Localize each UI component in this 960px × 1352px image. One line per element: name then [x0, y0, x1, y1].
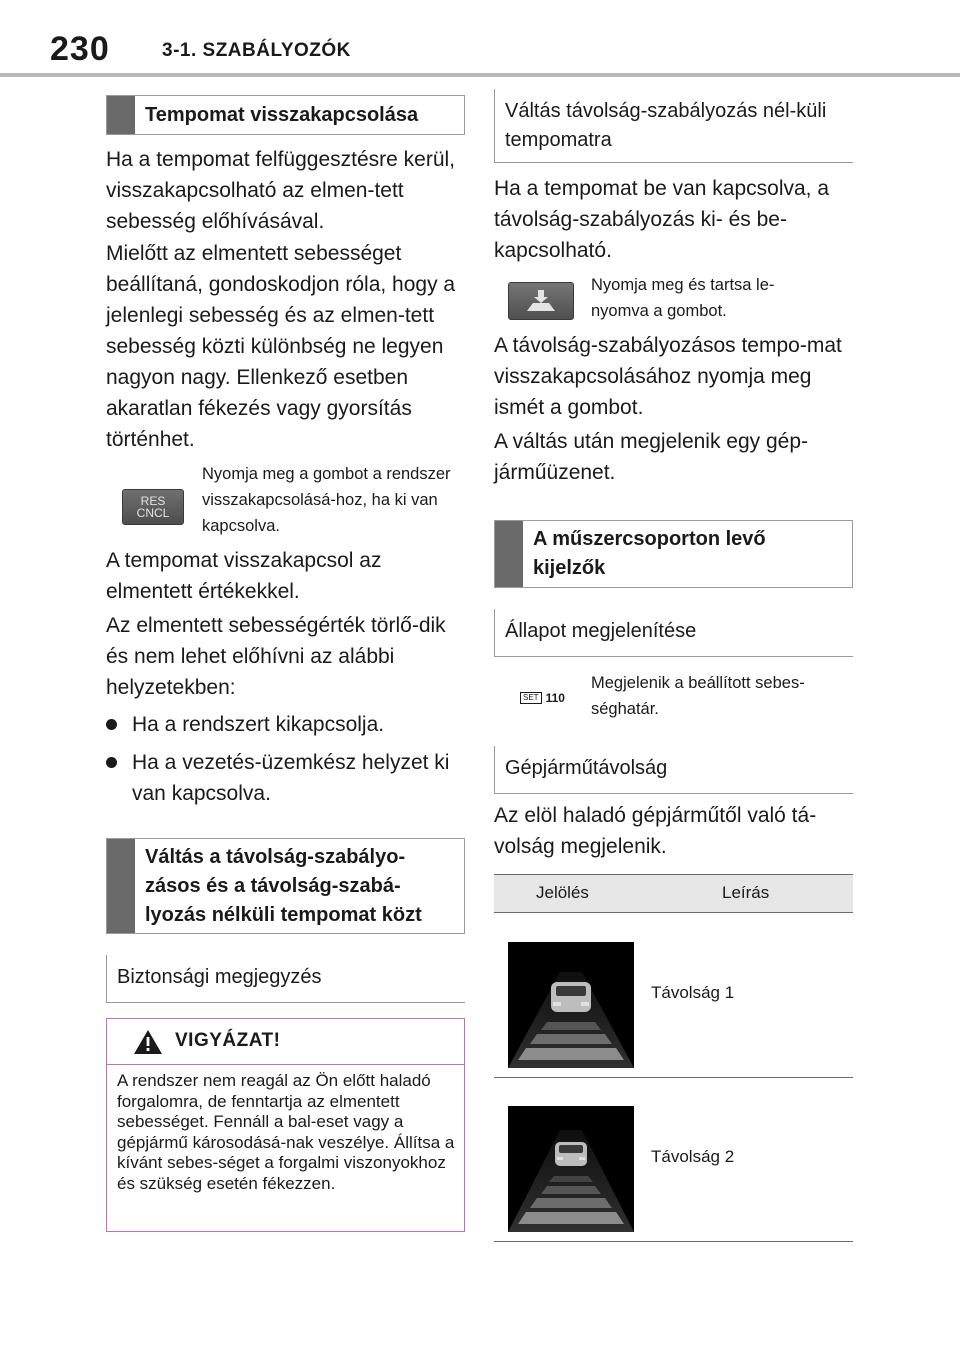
safety-heading-text: Biztonsági megjegyzés: [117, 966, 322, 988]
table-header-leiras: Leírás: [722, 883, 770, 902]
table-cell-description: Távolság 2: [651, 1147, 735, 1166]
distance-display-icon: [508, 1106, 634, 1232]
section-title: 3-1. SZABÁLYOZÓK: [162, 40, 351, 61]
set-note: Megjelenik a beállított sebes-séghatár.: [591, 674, 805, 718]
paragraph: Ha a tempomat felfüggesztésre kerül, visszakapcsolható az elmen-tett sebesség előhívásával.: [106, 148, 456, 233]
page-number: 230: [50, 30, 110, 68]
warning-title: VIGYÁZAT!: [175, 1030, 281, 1051]
paragraph: A váltás után megjelenik egy gép-járműüzenet.: [494, 430, 809, 484]
table-cell-description: Távolság 1: [651, 983, 735, 1002]
set-label: SET: [520, 692, 542, 704]
bullet-dot: [106, 719, 117, 730]
paragraph: Mielőtt az elmentett sebességet beállítaná, gondoskodjon róla, hogy a jelenlegi sebesség és az elmen-tett sebesség közti különbség ne legyen nagyon nagy. Ellenkező esetben akaratlan fékezés vagy gyorsítás történhet.: [106, 242, 456, 451]
heading-text: Váltás távolság-szabályozás nél-küli tempomatra: [505, 100, 827, 151]
paragraph: Ha a tempomat be van kapcsolva, a távolság-szabályozás ki- és be-kapcsolható.: [494, 177, 830, 262]
table-row-divider: [494, 1077, 853, 1078]
table-header: [494, 874, 853, 913]
bullet-text: Ha a vezetés-üzemkész helyzet ki van kapcsolva.: [132, 751, 450, 805]
distance-display-icon: [508, 942, 634, 1068]
button-note: Nyomja meg és tartsa le-nyomva a gombot.: [591, 276, 775, 320]
paragraph: Az elöl haladó gépjárműtől való tá-volság megjelenik.: [494, 804, 817, 858]
heading-text: A műszercsoporton levő kijelzők: [533, 528, 766, 579]
table-row-divider: [494, 1241, 853, 1242]
heading-allapot: [494, 609, 853, 657]
res-label: RES: [140, 494, 166, 508]
paragraph: A távolság-szabályozásos tempo-mat visszakapcsolásához nyomja meg ismét a gombot.: [494, 334, 842, 419]
warning-triangle-icon: [133, 1029, 163, 1055]
bullet-dot: [106, 757, 117, 768]
safety-heading: [106, 955, 465, 1003]
heading-box-valtas: [106, 838, 465, 934]
heading-accent-bar: [107, 96, 135, 134]
distance-control-button-icon: [508, 282, 574, 320]
bullet-text: Ha a rendszert kikapcsolja.: [132, 713, 385, 736]
heading-text: Tempomat visszakapcsolása: [145, 103, 419, 126]
bullet-item: [106, 747, 460, 809]
header-rule: [0, 73, 960, 77]
heading-box-muszercsoport: [494, 520, 853, 588]
set-value: 110: [545, 691, 565, 705]
heading-accent-bar: [107, 839, 135, 933]
heading-accent-bar: [495, 521, 523, 587]
heading-valtas-tavolsag-nelkul: [494, 89, 853, 163]
paragraph: Az elmentett sebességérték törlő-dik és nem lehet előhívni az alábbi helyzetekben:: [106, 614, 446, 699]
table-header-jeloles: Jelölés: [536, 883, 589, 902]
res-cncl-button-icon: [122, 489, 184, 525]
bullet-item: [106, 709, 460, 740]
heading-box-tempomat-visszakapcsolasa: [106, 95, 465, 135]
heading-gepjarmutavolsag: [494, 746, 853, 794]
res-note: Nyomja meg a gombot a rendszer visszakapcsolásá-hoz, ha ki van kapcsolva.: [202, 465, 451, 535]
warning-box: [106, 1018, 465, 1232]
paragraph: A tempomat visszakapcsol az elmentett értékekkel.: [106, 549, 382, 603]
cncl-label: CNCL: [136, 506, 170, 520]
heading-text: Gépjárműtávolság: [505, 757, 668, 779]
warning-header: [107, 1019, 464, 1065]
warning-text: A rendszer nem reagál az Ön előtt haladó forgalomra, de fenntartja az elmentett sebességet. Fennáll a bal-eset vagy a gépjármű károsodásá-nak veszélye. Állítsa a kívánt sebes-séget a forgalmi viszonyokhoz és szükség esetén fékezzen.: [117, 1071, 455, 1193]
heading-text: Váltás a távolság-szabályo-zásos és a távolság-szabá-lyozás nélküli tempomat közt: [145, 845, 422, 926]
set-speed-indicator-icon: [520, 691, 565, 705]
distance-arrow-icon: [509, 283, 573, 319]
heading-text: Állapot megjelenítése: [505, 620, 697, 642]
